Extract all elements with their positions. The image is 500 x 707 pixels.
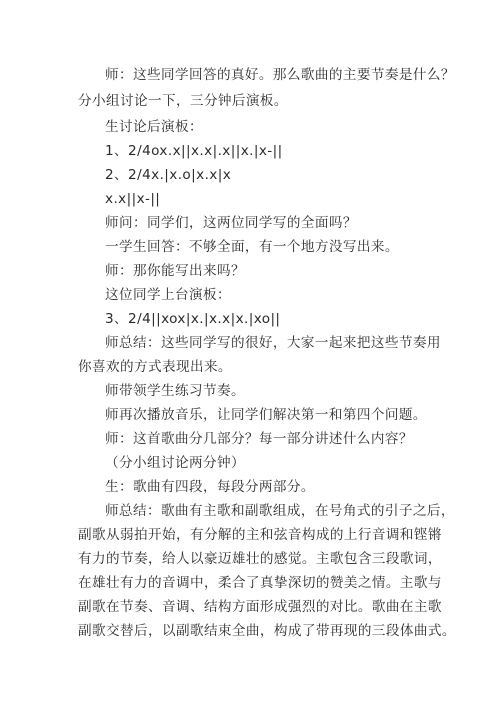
paragraph-final-summary-line-3: 有力的节奏，给人以豪迈雄壮的感觉。主歌包含三段歌词， (78, 551, 442, 567)
rhythm-line-3: 3、2/4||xox|x.|x.x|x.|xo|| (105, 311, 281, 327)
paragraph-final-summary-line-4: 在雄壮有力的音调中，柔合了真挚深切的赞美之情。主歌与 (78, 575, 442, 591)
paragraph-group-discussion: 分小组讨论一下，三分钟后演板。 (78, 93, 288, 109)
rhythm-line-2: 2、2/4x.|x.o|x.x|x (105, 167, 232, 183)
paragraph-student-goes-up: 这位同学上台演板： (105, 287, 231, 303)
paragraph-final-summary-line-2: 副歌从弱拍开始，有分解的主和弦音构成的上行音调和铿锵 (78, 527, 442, 543)
paragraph-teacher-parts-question: 师：这首歌曲分几部分？每一部分讲述什么内容？ (105, 431, 413, 447)
paragraph-teacher-final-summary: 师总结：歌曲有主歌和副歌组成，在号角式的引子之后， (105, 503, 455, 519)
paragraph-student-answer: 一学生回答：不够全面，有一个地方没写出来。 (105, 239, 399, 255)
paragraph-practice-rhythm: 师带领学生练习节奏。 (105, 383, 245, 399)
paragraph-teacher-can-you: 师：那你能写出来吗？ (105, 263, 245, 279)
rhythm-line-1: 1、2/4ox.x||x.x|.x||x.|x-|| (105, 143, 283, 159)
rhythm-line-2-cont: x.x||x-|| (105, 191, 161, 207)
paragraph-teacher-asks: 师问：同学们，这两位同学写的全面吗？ (105, 215, 357, 231)
paragraph-final-summary-line-6: 副歌交替后，以副歌结束全曲，构成了带再现的三段体曲式。 (78, 623, 456, 639)
paragraph-teacher-summary: 师总结：这些同学写的很好，大家一起来把这些节奏用 (105, 335, 441, 351)
paragraph-play-music-again: 师再次播放音乐，让同学们解决第一和第四个问题。 (105, 407, 427, 423)
paragraph-teacher-question-rhythm: 师：这些同学回答的真好。那么歌曲的主要节奏是什么？ (105, 67, 455, 83)
paragraph-final-summary-line-5: 副歌在节奏、音调、结构方面形成强烈的对比。歌曲在主歌 (78, 599, 442, 615)
paragraph-student-song-structure: 生：歌曲有四段，每段分两部分。 (105, 479, 315, 495)
paragraph-students-board: 生讨论后演板： (105, 119, 203, 135)
paragraph-teacher-summary-cont: 你喜欢的方式表现出来。 (78, 359, 232, 375)
paragraph-discussion-time: （分小组讨论两分钟） (105, 455, 245, 471)
